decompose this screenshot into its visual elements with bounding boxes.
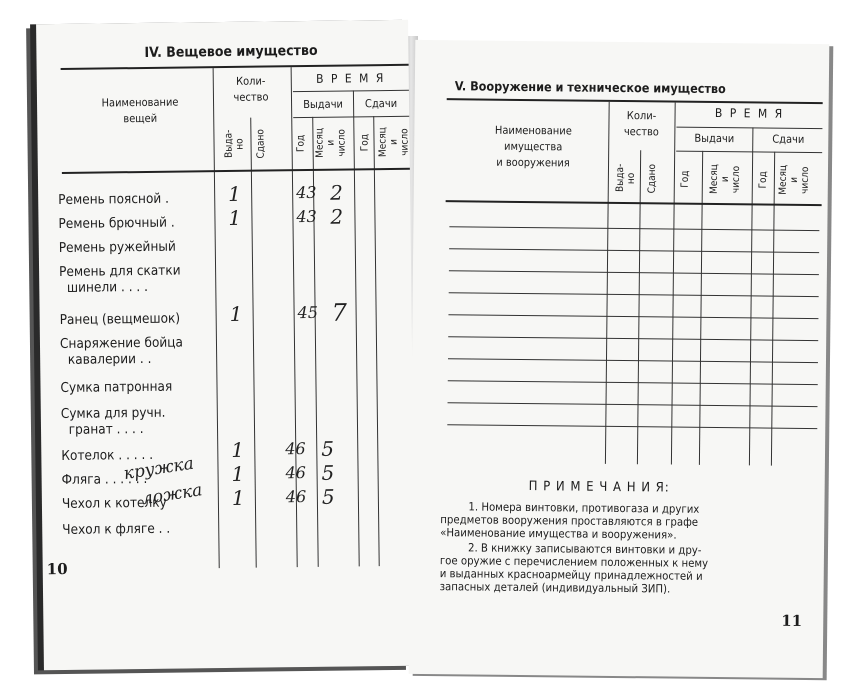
header-issue-month-day: Месяц и число <box>708 164 743 194</box>
list-item: Котелок . . . . . <box>61 446 154 465</box>
handwritten-year: 43 <box>296 206 317 227</box>
page-number: 10 <box>46 559 68 579</box>
handwritten-qty: 1 <box>231 461 245 486</box>
handwritten-day: 5 <box>321 460 335 485</box>
notes-title: П Р И М Е Ч А Н И Я: <box>528 479 670 496</box>
list-item: Снаряжение бойца кавалерии . . <box>59 334 184 369</box>
header-rule <box>293 90 409 92</box>
header-name-column: Наименование вещей <box>101 95 179 126</box>
handwritten-qty: 1 <box>228 205 242 230</box>
header-return-month-day: Месяц и число <box>777 164 812 195</box>
table-row <box>449 248 819 253</box>
header-return: Сдачи <box>364 96 398 111</box>
handwritten-year: 46 <box>285 487 307 507</box>
header-return-year: Год <box>359 133 371 151</box>
table-row <box>448 402 818 407</box>
handwritten-day: 5 <box>321 484 335 509</box>
list-item: Чехол к котелку <box>61 494 167 513</box>
handwritten-year: 45 <box>297 302 319 323</box>
table-row <box>448 358 818 363</box>
header-return-month-day: Месяц и число <box>377 127 411 158</box>
list-item: Сумка для ручн. гранат . . . . <box>60 404 166 439</box>
header-top-rule <box>61 64 409 70</box>
list-item: Чехол к фляге . . <box>62 520 171 539</box>
note-line: «Наименование имущества и вооружения». <box>440 526 677 542</box>
list-item: Фляга . . . . . . <box>61 470 148 489</box>
list-item: Ремень ружейный <box>58 238 176 257</box>
note-line: предметов вооружения проставляются в графе <box>440 513 699 529</box>
list-item: Ранец (вещмешок) <box>59 310 181 329</box>
header-issue-month-day: Месяц и число <box>314 127 348 158</box>
table-row <box>449 226 819 231</box>
handwritten-note: ложка <box>140 480 204 510</box>
section-title-clothing: IV. Вещевое имущество <box>144 42 318 61</box>
table-row <box>447 424 817 429</box>
note-line: запасных деталей (индивидуальный ЗИП). <box>439 580 671 596</box>
header-issued: Выда- но <box>223 129 246 159</box>
right-page <box>409 40 830 678</box>
handwritten-qty: 1 <box>228 181 242 206</box>
header-rule <box>676 151 822 154</box>
list-item: Ремень брючный . <box>58 214 175 233</box>
column-divider <box>353 90 360 566</box>
column-divider <box>671 103 676 465</box>
header-issue-year: Год <box>295 134 307 152</box>
header-issue-year: Год <box>679 170 691 188</box>
header-return: Сдачи <box>772 132 805 146</box>
handwritten-qty: 1 <box>231 485 245 510</box>
header-returned: Сдано <box>646 163 659 194</box>
header-top-rule <box>447 98 823 104</box>
table-row <box>448 314 818 319</box>
table-row <box>448 336 818 341</box>
table-row <box>449 292 819 297</box>
table-row <box>449 270 819 275</box>
handwritten-day: 5 <box>321 436 335 461</box>
handwritten-year: 46 <box>285 439 306 459</box>
handwritten-qty: 1 <box>231 437 245 462</box>
header-time: В Р Е М Я <box>316 71 386 86</box>
note-line: и выданных красноармейцу принадлежностей и <box>439 567 703 583</box>
list-item: Сумка патронная <box>60 378 173 397</box>
handwritten-day: 2 <box>330 204 344 229</box>
page-number: 11 <box>781 611 803 630</box>
header-returned: Сдано <box>255 128 267 159</box>
handwritten-year: 46 <box>285 463 307 483</box>
header-issued: Выда- но <box>614 163 637 193</box>
header-issue: Выдачи <box>303 97 344 112</box>
header-quantity: Коли- чество <box>233 74 269 104</box>
list-item: Ремень поясной . <box>58 190 170 209</box>
handwritten-day: 2 <box>330 180 344 205</box>
handwritten-year: 43 <box>296 182 317 203</box>
list-item: Ремень для скатки шинели . . . . <box>58 262 181 297</box>
header-return-year: Год <box>757 170 769 189</box>
header-name-column: Наименование имущества и вооружения <box>494 123 572 170</box>
column-divider <box>213 68 220 568</box>
left-page <box>36 20 416 670</box>
handwritten-day: 7 <box>331 298 348 327</box>
note-line: 1. Номера винтовки, противогаза и других <box>468 500 700 516</box>
note-line: гое оружие с перечислением положенных к нему <box>439 554 709 570</box>
header-rule <box>676 127 822 130</box>
header-bottom-rule <box>62 168 410 174</box>
table-row <box>448 380 818 385</box>
column-divider <box>250 118 256 568</box>
section-title-armament: V. Вооружение и техническое имущество <box>454 78 726 97</box>
header-quantity: Коли- чество <box>623 109 659 139</box>
handwritten-qty: 1 <box>229 301 243 326</box>
header-issue: Выдачи <box>694 131 735 146</box>
header-time: В Р Е М Я <box>714 105 785 121</box>
column-divider <box>699 151 703 465</box>
column-divider <box>637 150 641 464</box>
handwritten-note: кружка <box>122 453 196 485</box>
column-divider <box>771 152 775 466</box>
column-divider <box>373 116 379 566</box>
note-line: 2. В книжку записываются винтовки и дру- <box>467 541 702 557</box>
